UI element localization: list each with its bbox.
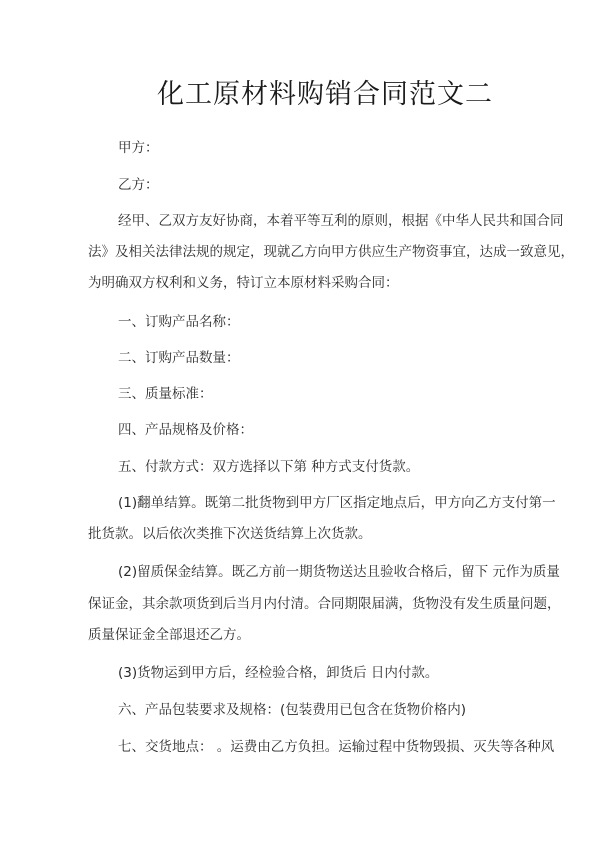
- payment-option-3: (3)货物运到甲方后，经检验合格，卸货后 日内付款。: [118, 665, 439, 681]
- payment-option-2-line-1: (2)留质保金结算。既乙方前一期货物送达且验收合格后，留下 元作为质量: [118, 564, 560, 580]
- payment-option-1-line-1: (1)翻单结算。既第二批货物到甲方厂区指定地点后，甲方向乙方支付第一: [118, 495, 556, 511]
- payment-option-1-line-2: 批货款。以后依次类推下次送货结算上次货款。: [88, 526, 372, 542]
- intro-line-2: 法》及相关法律法规的规定，现就乙方向甲方供应生产物资事宜，达成一致意见，: [88, 244, 574, 260]
- payment-option-2-line-2: 保证金，其余款项货到后当月内付清。合同期限届满，货物没有发生质量问题，: [88, 596, 561, 612]
- clause-6: 六、产品包装要求及规格：(包装费用已包含在货物价格内): [118, 702, 467, 718]
- payment-option-2-line-3: 质量保证金全部退还乙方。: [88, 627, 250, 643]
- document-title: 化工原材料购销合同范文二: [157, 79, 493, 110]
- party-b-label: 乙方：: [118, 177, 159, 193]
- party-a-label: 甲方：: [118, 140, 159, 156]
- clause-2: 二、订购产品数量：: [118, 350, 240, 366]
- clause-5: 五、付款方式：双方选择以下第 种方式支付货款。: [118, 459, 420, 475]
- clause-3: 三、质量标准：: [118, 386, 213, 402]
- intro-line-1: 经甲、乙双方友好协商，本着平等互利的原则，根据《中华人民共和国合同: [118, 213, 564, 229]
- intro-line-3: 为明确双方权利和义务，特订立本原材料采购合同：: [88, 275, 399, 291]
- clause-1: 一、订购产品名称：: [118, 314, 240, 330]
- clause-4: 四、产品规格及价格：: [118, 422, 253, 438]
- clause-7: 七、交货地点： 。运费由乙方负担。运输过程中货物毁损、灭失等各种风: [118, 739, 555, 755]
